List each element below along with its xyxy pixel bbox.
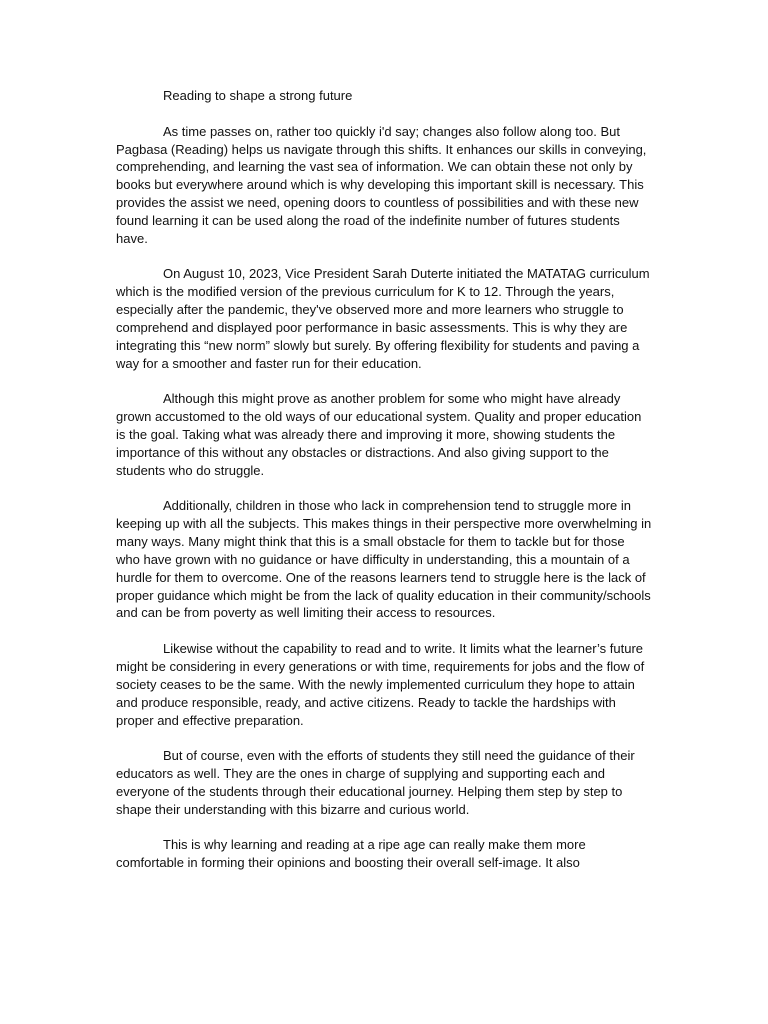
paragraph-5: Likewise without the capability to read and to write. It limits what the learner’s future might be considering in every generations or with time, requirements for jobs and the flow of society ceases to be the same. With the newly implemented curriculum they hope to attain and produce responsible, ready, and active citizens. Ready to tackle the hardships with proper and effective preparation. <box>116 641 645 728</box>
paragraph-3: Although this might prove as another problem for some who might have already grown accustomed to the old ways of our educational system. Quality and proper education is the goal. Taking what was already there and improving it more, showing students the importance of this without any obstacles or distractions. And also giving support to the students who do struggle. <box>116 391 642 478</box>
paragraph-2: On August 10, 2023, Vice President Sarah Duterte initiated the MATATAG curriculum which is the modified version of the previous curriculum for K to 12. Through the years, especially after the pandemic, they've observed more and more learners who struggle to comprehend and displayed poor performance in basic assessments. This is why they are integrating this “new norm” slowly but surely. By offering flexibility for students and paving a way for a smoother and faster run for their education. <box>116 266 650 371</box>
paragraph-1: As time passes on, rather too quickly i'd say; changes also follow along too. But Pagbasa (Reading) helps us navigate through this shifts. It enhances our skills in conveying, comprehending, and learning the vast sea of information. We can obtain these not only by books but everywhere around which is why developing this important skill is necessary. This provides the assist we need, opening doors to countless of possibilities and with these new found learning it can be used along the road of the indefinite number of futures students have. <box>116 123 647 246</box>
paragraph-6: But of course, even with the efforts of students they still need the guidance of their educators as well. They are the ones in charge of supplying and supporting each and everyone of the students through their educational journey. Helping them step by step to shape their understanding with this bizarre and curious world. <box>116 748 635 817</box>
document-title: Reading to shape a strong future <box>163 88 353 103</box>
paragraph-4: Additionally, children in those who lack in comprehension tend to struggle more in keeping up with all the subjects. This makes things in their perspective more overwhelming in many ways. Many might think that this is a small obstacle for them to tackle but for those who have grown with no guidance or have difficulty in understanding, this a mountain of a hurdle for them to overcome. One of the reasons learners tend to struggle here is the lack of proper guidance which might be from the lack of quality education in their community/schools and can be from poverty as well limiting their access to resources. <box>116 498 652 621</box>
paragraph-7: This is why learning and reading at a ripe age can really make them more comfortable in forming their opinions and boosting their overall self-image. It also <box>116 837 586 871</box>
document-body <box>116 87 652 872</box>
